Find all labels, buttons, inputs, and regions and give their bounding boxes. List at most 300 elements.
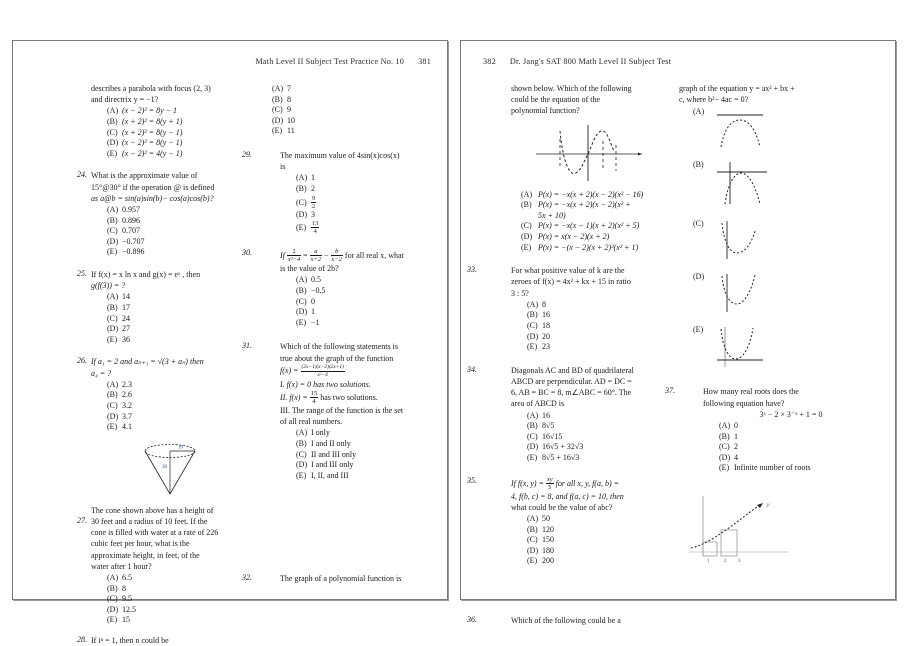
option-label: (C): [107, 313, 118, 323]
question-29: [242, 149, 441, 236]
option-text-continued: 5x + 10): [538, 210, 566, 220]
q30-term2-fraction: $\frac{b}{x-2}$: [331, 248, 342, 264]
option-text: 0: [311, 296, 315, 306]
q27-stem-line6: water after 1 hour?: [91, 561, 152, 571]
option-text: (x − 2)² = 4(y − 1): [122, 148, 183, 158]
option-row[interactable]: [107, 573, 249, 584]
x-tick-2: 2: [724, 558, 727, 564]
page-382: [460, 40, 896, 625]
option-row[interactable]: [719, 442, 879, 453]
q31-statement-2-fraction: $\frac{15}{4}$: [310, 389, 318, 405]
q31-statement-1: I. f(x) = 0 has two solutions.: [280, 379, 371, 389]
curve-label: y: [767, 501, 770, 508]
option-text: 24: [122, 313, 130, 323]
question-27: [77, 505, 249, 626]
option-row[interactable]: [272, 116, 441, 127]
q27-stem-line4: cubic feet per hour, what is the: [91, 539, 190, 549]
option-row[interactable]: [272, 126, 441, 137]
option-label: (E): [521, 242, 532, 252]
option-label: (E): [527, 452, 538, 462]
question-36: [467, 614, 666, 626]
option-row[interactable]: [296, 220, 441, 235]
page-382-header-title: Dr. Jang's SAT 800 Math Level II Subject Test: [509, 57, 672, 66]
option-row[interactable]: [272, 105, 441, 116]
option-label: (D): [107, 324, 119, 334]
option-label: (E): [272, 126, 283, 136]
page-381-column-1: [77, 83, 249, 645]
option-label: (D): [693, 272, 705, 282]
option-row[interactable]: [527, 342, 666, 353]
q26-stem-line1: If a₁ = 2 and aₙ₊₁ = √(3 + aₙ) then: [91, 357, 204, 367]
q25-number: 25.: [77, 268, 87, 278]
q35-stem-prefix: If f(x, y) =: [511, 478, 544, 488]
option-row[interactable]: [527, 310, 666, 321]
option-label: (B): [296, 438, 307, 448]
page-381-header-title: Math Level II Subject Test Practice No. 10: [255, 57, 405, 66]
option-label: (D): [296, 460, 308, 470]
option-label: (C): [719, 442, 730, 452]
option-label: (A): [693, 107, 705, 117]
cone-radius-label: 10: [178, 445, 183, 451]
option-row[interactable]: [296, 428, 441, 439]
option-row[interactable]: [107, 584, 249, 595]
option-row[interactable]: [107, 247, 249, 258]
option-label: (A): [527, 299, 539, 309]
option-text: (x − 2)² = 8y − 1: [122, 106, 178, 116]
polynomial-graph-figure: [511, 121, 666, 188]
option-label: (D): [107, 604, 119, 614]
q36-choice-e[interactable]: [693, 325, 879, 374]
option-label: (C): [527, 431, 538, 441]
option-row[interactable]: [107, 380, 249, 391]
page-382-header: [483, 57, 671, 66]
q26-options: [107, 380, 249, 433]
option-label: (B): [527, 421, 538, 431]
option-label: (A): [296, 173, 308, 183]
q30-options: [296, 275, 441, 328]
option-label: (D): [521, 231, 533, 241]
option-label: (C): [296, 449, 307, 459]
option-label: (A): [107, 292, 119, 302]
option-text: 50: [542, 513, 550, 523]
option-label: (D): [527, 442, 539, 452]
option-row[interactable]: [107, 314, 249, 325]
option-text: 12.5: [122, 604, 136, 614]
q27-stem-line5: approximate height, in feet, of the: [91, 550, 200, 560]
option-row[interactable]: [107, 303, 249, 314]
parabola-e-svg: [715, 325, 777, 369]
option-label: (B): [527, 524, 538, 534]
option-text: 16: [542, 410, 550, 420]
option-label: (A): [107, 204, 119, 214]
q27-number: 27.: [77, 515, 87, 525]
option-label: (A): [521, 189, 533, 199]
option-text: 9.5: [122, 594, 132, 604]
option-row[interactable]: [521, 190, 666, 201]
option-row[interactable]: [296, 439, 441, 450]
q36-cont-line2: c, where b²− 4ac = 0?: [679, 95, 749, 105]
option-text: 8: [542, 299, 546, 309]
option-row[interactable]: [107, 128, 249, 139]
option-text: 11: [287, 126, 295, 136]
q36-choice-b[interactable]: [693, 160, 879, 213]
option-text: 18: [542, 320, 550, 330]
option-row[interactable]: [296, 460, 441, 471]
q27-stem-line2: 30 feet and a radius of 10 feet. If the: [91, 516, 208, 526]
q32-stem-line1: The graph of a polynomial function is: [280, 574, 402, 584]
option-text: 4.1: [122, 422, 132, 432]
option-label: (E): [296, 470, 307, 480]
option-text: −1: [311, 317, 320, 327]
option-label: (E): [296, 223, 307, 233]
option-text: 7: [287, 84, 291, 93]
option-label: (E): [296, 317, 307, 327]
option-row[interactable]: [296, 471, 441, 482]
question-32-continued: [481, 83, 666, 253]
question-26: [77, 356, 249, 432]
q34-stem-line3: 6, AB = BC = 8, m∠ABC = 60°. The: [511, 388, 632, 398]
cone-height-label: 30: [162, 464, 167, 470]
q26-stem-line2: a₄ = ?: [91, 368, 112, 378]
option-row[interactable]: [107, 324, 249, 335]
option-text: 23: [542, 342, 550, 352]
page-381-column-2: [242, 83, 441, 595]
option-row[interactable]: [521, 200, 666, 211]
option-row[interactable]: [107, 615, 249, 626]
option-text: (x + 2)² = 8(y + 1): [122, 117, 183, 126]
question-34: [467, 364, 666, 464]
page-382-number: 382: [483, 57, 496, 66]
q32-options: [521, 190, 666, 254]
x-tick-3: 3: [738, 558, 741, 564]
option-row[interactable]: [107, 106, 249, 117]
q30-stem-suffix: for all real x, what: [344, 251, 404, 261]
q36-number: 36.: [467, 614, 477, 624]
option-row[interactable]: [296, 184, 441, 195]
option-text: (x − 2)² = 8(y − 1): [122, 138, 183, 148]
q27-stem-line1: The cone shown above has a height of: [91, 505, 214, 515]
option-row[interactable]: [527, 300, 666, 311]
option-label: (C): [107, 594, 118, 604]
q29-options: [296, 173, 441, 235]
q32-cont-line1: shown below. Which of the following: [511, 84, 632, 93]
option-row[interactable]: [527, 442, 666, 453]
parabola-a-svg: [715, 107, 777, 149]
option-text: Infinite number of roots: [734, 463, 811, 473]
q30-stem-line2: is the value of 2b?: [280, 264, 339, 274]
option-row[interactable]: [107, 594, 249, 605]
option-row[interactable]: [107, 117, 249, 128]
option-row[interactable]: [527, 546, 666, 557]
option-row[interactable]: [107, 422, 249, 433]
option-text: I and III only: [311, 460, 354, 470]
q30-lhs-fraction: $\frac{2}{\text{x²−4}}$: [287, 248, 301, 264]
option-text: 0: [734, 421, 738, 431]
option-row[interactable]: [527, 411, 666, 422]
option-text: I, II, and III: [311, 470, 349, 480]
option-row[interactable]: [521, 221, 666, 232]
q34-number: 34.: [467, 364, 477, 374]
riemann-sum-figure: [685, 490, 879, 573]
option-text: 36: [122, 334, 130, 344]
option-row[interactable]: [107, 205, 249, 216]
option-row[interactable]: [527, 321, 666, 332]
option-label: (C): [296, 296, 307, 306]
page-381: [12, 40, 448, 645]
q30-number: 30.: [242, 248, 252, 258]
q34-stem-line1: Diagonals AC and BD of quadrilateral: [511, 365, 634, 375]
option-label: (A): [107, 572, 119, 582]
option-text: 4: [734, 452, 738, 462]
option-text: II and III only: [311, 449, 357, 459]
option-row[interactable]: [296, 297, 441, 308]
option-label: (A): [296, 275, 308, 285]
option-row-wrap: [538, 211, 666, 222]
q37-equation: 3ˣ − 2 × 3⁻ˣ + 1 = 0: [759, 409, 823, 419]
q31-formula-lhs: f(x) =: [280, 365, 299, 375]
option-text: P(x) = x(x − 2)(x + 2): [538, 231, 610, 241]
q30-minus: −: [324, 251, 329, 261]
q31-formula: [280, 364, 441, 379]
option-text: 20: [542, 331, 550, 341]
option-label: (E): [527, 556, 538, 566]
option-label: (D): [527, 545, 539, 555]
q31-statement-3-line2: of all real numbers.: [280, 417, 343, 427]
option-row[interactable]: [272, 95, 441, 106]
option-text: 10: [287, 115, 295, 125]
q31-stem-line2: true about the graph of the function: [280, 353, 394, 363]
option-label: (B): [107, 583, 118, 593]
option-label: (D): [107, 138, 119, 148]
option-row[interactable]: [527, 525, 666, 536]
option-text: 200: [542, 556, 554, 566]
option-label: (B): [296, 285, 307, 295]
option-label: (D): [296, 209, 308, 219]
option-row[interactable]: [107, 237, 249, 248]
q36-choice-a[interactable]: [693, 107, 879, 154]
option-text: 3.7: [122, 411, 132, 421]
option-text: 120: [542, 524, 554, 534]
page-382-column-2: [665, 83, 879, 595]
option-row[interactable]: [527, 421, 666, 432]
question-24: [77, 170, 249, 258]
option-text: 3.2: [122, 400, 132, 410]
q24-number: 24.: [77, 170, 87, 180]
option-row[interactable]: [107, 149, 249, 160]
option-label: (B): [107, 215, 118, 225]
option-text: 1: [311, 307, 315, 317]
option-row[interactable]: [527, 453, 666, 464]
q37-stem-line1: How many real roots does the: [703, 387, 799, 397]
page-382-columns: [461, 83, 895, 625]
q31-statement-2-pre: II. f(x) =: [280, 392, 308, 402]
option-label: (D): [272, 115, 284, 125]
page-381-number: 381: [418, 57, 431, 66]
parabola-d-svg: [715, 272, 777, 314]
option-row[interactable]: [107, 335, 249, 346]
option-text: 2: [311, 183, 315, 193]
option-label: (B): [272, 94, 283, 104]
option-label: (B): [521, 200, 532, 210]
option-label: (D): [296, 307, 308, 317]
option-row[interactable]: [719, 453, 879, 464]
option-row[interactable]: [107, 412, 249, 423]
option-row[interactable]: [107, 226, 249, 237]
option-label: (E): [107, 422, 118, 432]
q24-stem-line2: 15°@30° if the operation @ is defined: [91, 182, 215, 192]
option-row[interactable]: [719, 432, 879, 443]
option-text: 180: [542, 545, 554, 555]
option-label: (B): [107, 302, 118, 312]
q33-number: 33.: [467, 265, 477, 275]
parabola-b-svg: [715, 160, 777, 208]
option-label: (A): [272, 84, 284, 93]
q35-fraction: $\frac{xy}{5}$: [546, 475, 553, 491]
option-label: (C): [107, 400, 118, 410]
q35-stem-line1: [511, 476, 666, 491]
option-row[interactable]: [107, 292, 249, 303]
option-row[interactable]: [521, 243, 666, 254]
option-row[interactable]: [527, 535, 666, 546]
option-row[interactable]: [296, 275, 441, 286]
page-382-column-1: [467, 83, 666, 625]
q37-options: [719, 421, 879, 474]
q28-number: 28.: [77, 634, 87, 644]
option-row[interactable]: [107, 605, 249, 616]
option-row[interactable]: [296, 307, 441, 318]
option-text: I and II only: [311, 438, 351, 448]
q30-stem-line1: [280, 248, 441, 263]
option-label: (C): [272, 105, 283, 115]
option-text: 0.957: [122, 204, 140, 214]
option-row[interactable]: [107, 216, 249, 227]
option-text: 14: [122, 292, 130, 302]
option-row[interactable]: [272, 84, 441, 95]
question-33: [467, 265, 666, 353]
option-text: 16√15: [542, 431, 563, 441]
q27-stem-line3: cone is filled with water at a rate of 226: [91, 528, 219, 538]
question-25: [77, 268, 249, 345]
question-35: [467, 475, 666, 567]
q27-options: [107, 573, 249, 626]
option-fraction: $\frac{9}{2}$: [312, 194, 316, 210]
option-text: P(x) = −x(x − 1)(x + 2)(x² + 5): [538, 221, 640, 231]
option-row[interactable]: [296, 210, 441, 221]
option-text: 9: [287, 105, 291, 115]
option-text: I only: [311, 428, 330, 438]
q36-choice-d[interactable]: [693, 272, 879, 319]
option-label: (C): [693, 219, 704, 229]
q31-formula-fraction: $\frac{(2x-1)(x-2)(2x+1)}{\text{x²−4}}$: [301, 363, 344, 378]
option-text: P(x) = −(x − 2)(x + 2)²(x² + 1): [538, 242, 639, 252]
option-row[interactable]: [107, 390, 249, 401]
question-31: [242, 341, 441, 481]
option-text: 8√5 + 16√3: [542, 452, 580, 462]
q36-cont-line1: graph of the equation y = ax² + bx +: [679, 84, 795, 93]
question-37: [665, 386, 879, 474]
option-row[interactable]: [521, 232, 666, 243]
option-row[interactable]: [527, 432, 666, 443]
option-label: (B): [107, 117, 118, 126]
question-30: [242, 248, 441, 328]
q33-options: [527, 300, 666, 353]
option-label: (C): [107, 127, 118, 137]
option-label: (B): [527, 310, 538, 320]
option-row[interactable]: [296, 286, 441, 297]
option-row[interactable]: [296, 173, 441, 184]
option-text: 8√5: [542, 421, 555, 431]
option-row[interactable]: [719, 421, 879, 432]
option-text: −0.707: [122, 236, 145, 246]
option-text: 27: [122, 324, 130, 334]
q34-stem-line2: ABCD are perpendicular. AD = DC =: [511, 376, 632, 386]
option-label: (A): [527, 513, 539, 523]
q29-number: 29.: [242, 149, 252, 159]
q25-stem-line1: If f(x) = x ln x and g(x) = eˣ , then: [91, 269, 201, 279]
question-32: [242, 573, 441, 584]
q23-options: [107, 106, 249, 159]
option-text: 1: [734, 431, 738, 441]
option-row[interactable]: [296, 318, 441, 329]
option-label: (E): [107, 247, 118, 257]
option-label: (C): [521, 221, 532, 231]
option-row[interactable]: [107, 401, 249, 412]
option-label: (D): [107, 236, 119, 246]
q32-cont-line2: could be the equation of the: [511, 95, 601, 105]
q28-stem-line1: If iⁿ = 1, then n could be: [91, 635, 169, 645]
q36-choice-c[interactable]: [693, 219, 879, 266]
option-text: P(x) = −x(x + 2)(x − 2)(x² +: [538, 200, 631, 210]
q34-stem-line4: area of ABCD is: [511, 399, 565, 409]
q30-stem-prefix: If: [280, 251, 285, 261]
option-label: (E): [719, 463, 730, 473]
option-text: 6.5: [122, 572, 132, 582]
option-row[interactable]: [527, 556, 666, 567]
option-label: (B): [107, 390, 118, 400]
q32-number: 32.: [242, 573, 252, 583]
q33-stem-line1: For what positive value of k are the: [511, 266, 625, 276]
option-row[interactable]: [527, 514, 666, 525]
option-row[interactable]: [107, 138, 249, 149]
option-row[interactable]: [719, 463, 879, 474]
option-label: (B): [719, 431, 730, 441]
option-label: (C): [527, 320, 538, 330]
option-row[interactable]: [296, 195, 441, 210]
option-text: 0.896: [122, 215, 140, 225]
q31-statement-2: [280, 390, 441, 405]
option-text: −0.896: [122, 247, 145, 257]
option-text: 2.3: [122, 379, 132, 389]
x-tick-1: 1: [707, 558, 710, 564]
q35-stem-line2: 4, f(b, c) = 8, and f(a, c) = 10, then: [511, 491, 624, 501]
q25-options: [107, 292, 249, 345]
option-row[interactable]: [527, 332, 666, 343]
option-label: (E): [107, 615, 118, 625]
q24-options: [107, 205, 249, 258]
parabola-c-svg: [715, 219, 777, 261]
option-text: 8: [122, 583, 126, 593]
polynomial-graph-svg: [530, 121, 648, 183]
q32-cont-line3: polynomial function?: [511, 106, 580, 116]
option-row[interactable]: [296, 450, 441, 461]
option-text: 16: [542, 310, 550, 320]
option-label: (D): [107, 411, 119, 421]
q31-statement-2-post: has two solutions.: [320, 392, 378, 402]
option-label: (A): [107, 106, 119, 116]
option-label: (E): [107, 148, 118, 158]
option-text: −0.5: [311, 285, 326, 295]
question-23-carryover: [91, 83, 249, 159]
